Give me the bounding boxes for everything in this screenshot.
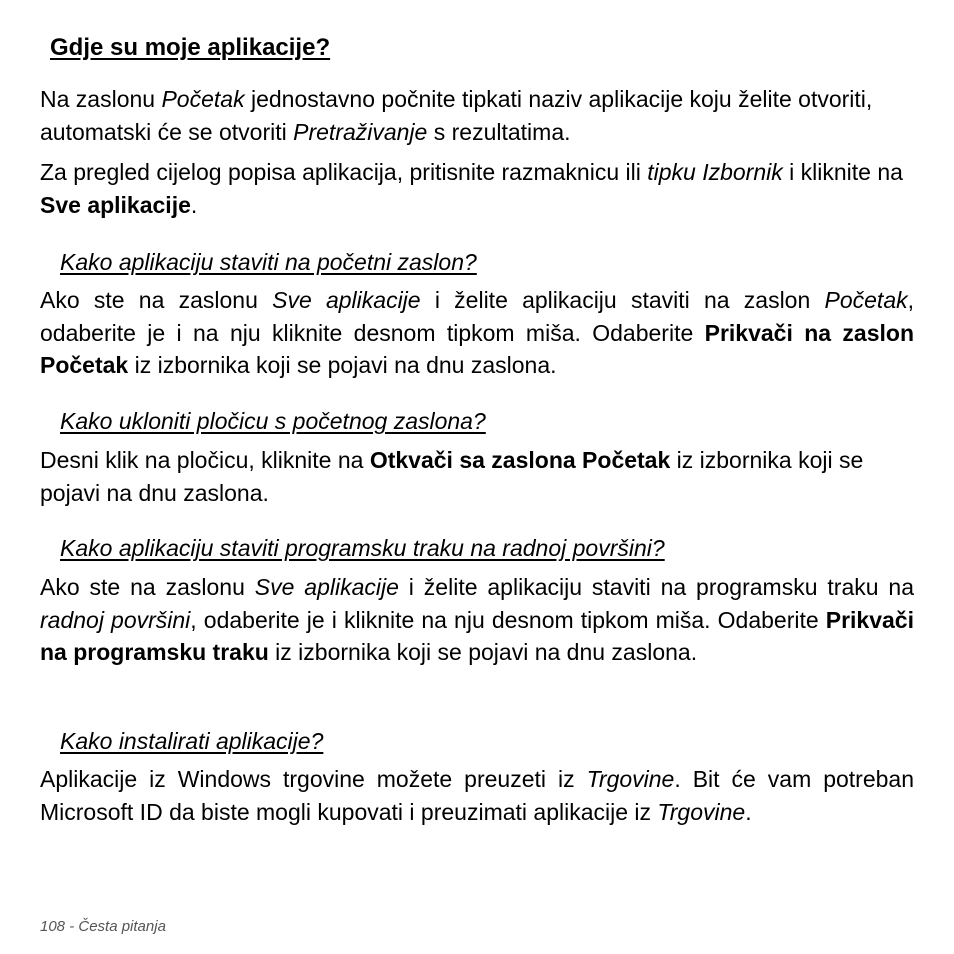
section-heading-remove-tile: Kako ukloniti pločicu s početnog zaslona? [60,408,486,434]
bold-term: Prikvači na programsku traku [40,606,914,665]
text: Na zaslonu [40,86,162,112]
section-heading-install-apps: Kako instalirati aplikacije? [60,728,324,754]
bold-term: Otkvači sa zaslona Početak [369,447,671,473]
text: Ako ste na zaslonu [40,574,255,600]
italic-term: Trgovine [586,766,675,792]
section-heading-pin-taskbar: Kako aplikaciju staviti programsku traku na radnoj površini? [60,535,665,561]
page-footer: 108 - Česta pitanja [40,918,166,935]
text: , odaberite je i na nju kliknite desnom tipkom miša. Odaberite [40,287,914,346]
italic-term: Početak [161,86,245,112]
section-heading-pin-start: Kako aplikaciju staviti na početni zaslon? [60,249,477,275]
intro-paragraph-2 [40,156,914,221]
text: i želite aplikaciju staviti na zaslon [420,287,825,313]
text: Aplikacije iz Windows trgovine možete preuzeti iz [40,766,587,792]
text: Za pregled cijelog popisa aplikacija, pritisnite razmaknicu ili [40,159,648,185]
italic-term: tipku Izbornik [647,159,783,185]
section-body-install-apps [40,763,914,828]
italic-term: Sve aplikacije [254,574,399,600]
section-body-remove-tile [40,444,914,509]
section-body-pin-start [40,284,914,382]
italic-term: Pretraživanje [293,118,428,145]
text: . [745,798,752,825]
text: i kliknite na [782,159,903,185]
text: s rezultatima. [427,118,571,145]
text: i želite aplikaciju staviti na programsku traku na [398,574,914,600]
italic-term: Sve aplikacije [272,287,421,313]
section-body-pin-taskbar [40,571,914,669]
intro-paragraph-1 [40,83,914,148]
bold-term: Sve aplikacije [40,191,191,218]
text: iz izbornika koji se pojavi na dnu zaslona. [40,447,864,506]
italic-term: Početak [824,287,908,313]
text: . Bit će vam potreban Microsoft ID da biste mogli kupovati i preuzimati aplikacije iz [40,766,914,825]
text: Desni klik na pločicu, kliknite na [40,447,370,473]
italic-term: radnoj površini [40,606,191,633]
text: Ako ste na zaslonu [40,287,273,313]
text: iz izbornika koji se pojavi na dnu zaslona. [128,352,557,378]
text: . [190,191,198,218]
italic-term: Trgovine [657,798,746,825]
text: iz izbornika koji se pojavi na dnu zaslona. [268,639,698,665]
text: jednostavno počnite tipkati naziv aplikacije koju želite otvoriti, automatski će se otvoriti [40,86,873,145]
bold-term: Prikvači na zaslon Početak [40,319,914,378]
page-title: Gdje su moje aplikacije? [50,34,331,61]
text: , odaberite je i kliknite na nju desnom tipkom miša. Odaberite [190,606,826,633]
